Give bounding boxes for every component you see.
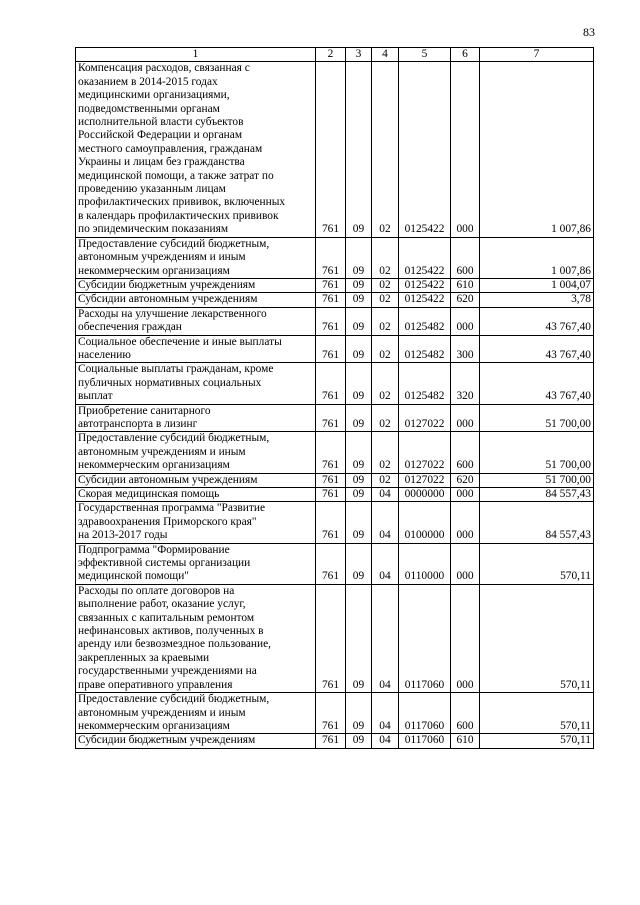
target-item-cell-text: 0127022 — [404, 417, 445, 430]
section-cell — [346, 307, 372, 335]
subsection-cell-text: 02 — [379, 390, 391, 403]
subsection-cell — [372, 335, 399, 363]
target-item-cell-text: 0117060 — [404, 719, 445, 732]
target-item-cell — [399, 693, 451, 734]
table-row — [76, 237, 594, 278]
ministry-code-cell-text: 761 — [321, 678, 340, 691]
amount-cell-text: 84 557,43 — [545, 529, 591, 542]
section-cell-text: 09 — [352, 459, 365, 472]
column-header: 6 — [451, 48, 480, 62]
row-name-cell-text: Социальные выплаты гражданам, кроме публичных нормативных социальных выплат — [78, 363, 274, 403]
ministry-code-cell — [316, 278, 346, 292]
ministry-code-cell-text: 761 — [321, 390, 340, 403]
ministry-code-cell-text: 761 — [321, 321, 340, 334]
table-row — [76, 543, 594, 584]
table-row — [76, 693, 594, 734]
expense-type-cell — [451, 278, 480, 292]
subsection-cell — [372, 404, 399, 432]
ministry-code-cell-text: 761 — [321, 473, 340, 486]
amount-cell-text: 43 767,40 — [545, 348, 591, 361]
amount-cell-text: 51 700,00 — [545, 417, 591, 430]
expense-type-cell — [451, 363, 480, 404]
ministry-code-cell-text: 761 — [321, 529, 340, 542]
ministry-code-cell — [316, 335, 346, 363]
ministry-code-cell — [316, 734, 346, 748]
row-name-cell-text: Компенсация расходов, связанная с оказанием в 2014-2015 годах медицинскими организациями, подведомственными органам исполнительной власти субъектов Российской Федерации и органам местного самоуправления, гражданам Украины и лицам без гражданства медицинской помощи, а также затрат по проведению указанным лицам профилактических прививок, включенных в календарь профилактических прививок по эпидемическим показаниям — [78, 62, 286, 236]
section-cell — [346, 237, 372, 278]
table-row — [76, 335, 594, 363]
row-name-cell-text: Подпрограмма "Формирование эффективной системы организации медицинской помощи" — [78, 543, 251, 583]
expense-type-cell-text: 610 — [456, 278, 474, 291]
subsection-cell-text: 04 — [379, 570, 391, 583]
amount-cell — [480, 278, 594, 292]
section-cell — [346, 488, 372, 502]
row-name-cell-text: Приобретение санитарного автотранспорта в лизинг — [78, 404, 211, 430]
ministry-code-cell — [316, 693, 346, 734]
table-row — [76, 734, 594, 748]
row-name-cell — [76, 693, 316, 734]
row-name-cell-text: Расходы по оплате договоров на выполнение работ, оказание услуг, связанных с капитальным ремонтом нефинансовых активов, полученных в аренду или безвозмездное пользование, закрепленных за краевыми государственными учреждениями на праве оперативного управления — [78, 584, 271, 691]
section-cell-text: 09 — [352, 223, 365, 236]
target-item-cell — [399, 734, 451, 748]
expense-type-cell-text: 000 — [456, 321, 474, 334]
section-cell — [346, 693, 372, 734]
amount-cell — [480, 335, 594, 363]
section-cell-text: 09 — [352, 529, 365, 542]
amount-cell-text: 570,11 — [560, 719, 591, 732]
target-item-cell — [399, 404, 451, 432]
row-name-cell — [76, 335, 316, 363]
section-cell-text: 09 — [352, 348, 365, 361]
section-cell-text: 09 — [352, 278, 365, 291]
table-row — [76, 278, 594, 292]
subsection-cell-text: 04 — [379, 529, 391, 542]
expense-type-cell-text: 000 — [456, 678, 474, 691]
subsection-cell — [372, 543, 399, 584]
target-item-cell-text: 0117060 — [404, 678, 445, 691]
column-header: 1 — [76, 48, 316, 62]
section-cell-text: 09 — [352, 321, 365, 334]
amount-cell — [480, 237, 594, 278]
row-name-cell — [76, 404, 316, 432]
ministry-code-cell-text: 761 — [321, 570, 340, 583]
target-item-cell-text: 0110000 — [404, 570, 445, 583]
row-name-cell-text: Субсидии автономным учреждениям — [78, 473, 258, 486]
row-name-cell-text: Расходы на улучшение лекарственного обеспечения граждан — [78, 307, 267, 334]
row-name-cell-text: Субсидии бюджетным учреждениям — [78, 278, 256, 291]
amount-cell — [480, 432, 594, 473]
target-item-cell-text: 0125422 — [404, 223, 445, 236]
ministry-code-cell — [316, 584, 346, 692]
expense-type-cell-text: 600 — [456, 719, 474, 732]
table-header-row — [76, 48, 594, 62]
section-cell — [346, 584, 372, 692]
amount-cell-text: 43 767,40 — [545, 321, 591, 334]
amount-cell — [480, 363, 594, 404]
subsection-cell-text: 04 — [379, 678, 391, 691]
column-header: 5 — [399, 48, 451, 62]
target-item-cell — [399, 543, 451, 584]
row-name-cell — [76, 293, 316, 307]
expense-type-cell — [451, 237, 480, 278]
section-cell — [346, 404, 372, 432]
table-row — [76, 502, 594, 543]
page-number: 83 — [583, 25, 595, 39]
expense-type-cell — [451, 335, 480, 363]
target-item-cell — [399, 488, 451, 502]
amount-cell-text: 51 700,00 — [545, 459, 591, 472]
table-row — [76, 584, 594, 692]
column-header: 4 — [372, 48, 399, 62]
row-name-cell — [76, 363, 316, 404]
section-cell-text: 09 — [352, 473, 365, 486]
section-cell-text: 09 — [352, 734, 365, 747]
target-item-cell-text: 0125482 — [404, 390, 445, 403]
subsection-cell — [372, 432, 399, 473]
expense-type-cell-text: 600 — [456, 264, 474, 277]
ministry-code-cell — [316, 473, 346, 487]
table-row — [76, 307, 594, 335]
subsection-cell-text: 04 — [379, 734, 391, 747]
section-cell — [346, 278, 372, 292]
expense-type-cell-text: 620 — [456, 293, 474, 306]
amount-cell — [480, 584, 594, 692]
ministry-code-cell — [316, 62, 346, 237]
target-item-cell-text: 0117060 — [404, 734, 445, 747]
row-name-cell — [76, 278, 316, 292]
amount-cell — [480, 502, 594, 543]
expense-type-cell — [451, 404, 480, 432]
target-item-cell — [399, 278, 451, 292]
subsection-cell — [372, 307, 399, 335]
ministry-code-cell-text: 761 — [321, 734, 340, 747]
budget-table — [75, 47, 594, 749]
target-item-cell-text: 0125422 — [404, 293, 445, 306]
target-item-cell — [399, 584, 451, 692]
expense-type-cell-text: 000 — [456, 570, 474, 583]
expense-type-cell — [451, 693, 480, 734]
expense-type-cell — [451, 502, 480, 543]
subsection-cell — [372, 293, 399, 307]
subsection-cell-text: 02 — [379, 417, 391, 430]
expense-type-cell-text: 000 — [456, 529, 474, 542]
row-name-cell — [76, 432, 316, 473]
expense-type-cell — [451, 543, 480, 584]
expense-type-cell-text: 320 — [456, 390, 474, 403]
expense-type-cell-text: 620 — [456, 473, 474, 486]
target-item-cell — [399, 335, 451, 363]
target-item-cell-text: 0127022 — [404, 459, 445, 472]
subsection-cell — [372, 363, 399, 404]
amount-cell-text: 51 700,00 — [545, 473, 591, 486]
amount-cell — [480, 62, 594, 237]
section-cell-text: 09 — [352, 719, 365, 732]
subsection-cell-text: 02 — [379, 223, 391, 236]
target-item-cell — [399, 62, 451, 237]
ministry-code-cell — [316, 488, 346, 502]
section-cell — [346, 363, 372, 404]
subsection-cell — [372, 278, 399, 292]
expense-type-cell-text: 000 — [456, 417, 474, 430]
expense-type-cell-text: 300 — [456, 348, 474, 361]
ministry-code-cell — [316, 432, 346, 473]
expense-type-cell — [451, 473, 480, 487]
expense-type-cell — [451, 293, 480, 307]
target-item-cell — [399, 473, 451, 487]
section-cell — [346, 62, 372, 237]
target-item-cell-text: 0125422 — [404, 278, 445, 291]
section-cell — [346, 473, 372, 487]
target-item-cell — [399, 307, 451, 335]
section-cell-text: 09 — [352, 264, 365, 277]
ministry-code-cell — [316, 237, 346, 278]
ministry-code-cell — [316, 502, 346, 543]
ministry-code-cell-text: 761 — [321, 278, 340, 291]
subsection-cell — [372, 693, 399, 734]
amount-cell — [480, 543, 594, 584]
target-item-cell — [399, 363, 451, 404]
amount-cell — [480, 693, 594, 734]
ministry-code-cell-text: 761 — [321, 293, 340, 306]
expense-type-cell-text: 000 — [456, 223, 474, 236]
row-name-cell — [76, 543, 316, 584]
section-cell — [346, 734, 372, 748]
expense-type-cell — [451, 432, 480, 473]
subsection-cell-text: 04 — [379, 719, 391, 732]
amount-cell — [480, 293, 594, 307]
target-item-cell-text: 0000000 — [404, 488, 445, 500]
row-name-cell-text: Субсидии бюджетным учреждениям — [78, 734, 256, 747]
section-cell-text: 09 — [352, 417, 365, 430]
table-row — [76, 432, 594, 473]
expense-type-cell-text: 610 — [456, 734, 474, 747]
subsection-cell — [372, 62, 399, 237]
section-cell — [346, 502, 372, 543]
amount-cell — [480, 473, 594, 487]
section-cell — [346, 293, 372, 307]
amount-cell — [480, 488, 594, 502]
row-name-cell-text: Субсидии автономным учреждениям — [78, 293, 258, 306]
section-cell-text: 09 — [352, 390, 365, 403]
row-name-cell — [76, 502, 316, 543]
table-row — [76, 473, 594, 487]
table-row — [76, 363, 594, 404]
row-name-cell — [76, 473, 316, 487]
target-item-cell-text: 0125482 — [404, 348, 445, 361]
subsection-cell — [372, 473, 399, 487]
column-header: 2 — [316, 48, 346, 62]
ministry-code-cell-text: 761 — [321, 719, 340, 732]
subsection-cell — [372, 584, 399, 692]
subsection-cell-text: 02 — [379, 278, 391, 291]
expense-type-cell — [451, 62, 480, 237]
amount-cell — [480, 404, 594, 432]
subsection-cell — [372, 488, 399, 502]
target-item-cell-text: 0127022 — [404, 473, 445, 486]
expense-type-cell — [451, 584, 480, 692]
target-item-cell — [399, 237, 451, 278]
subsection-cell-text: 02 — [379, 321, 391, 334]
subsection-cell — [372, 502, 399, 543]
target-item-cell — [399, 432, 451, 473]
ministry-code-cell — [316, 543, 346, 584]
subsection-cell — [372, 237, 399, 278]
ministry-code-cell-text: 761 — [321, 417, 340, 430]
table-row — [76, 62, 594, 237]
ministry-code-cell-text: 761 — [321, 264, 340, 277]
expense-type-cell-text: 600 — [456, 459, 474, 472]
target-item-cell-text: 0125482 — [404, 321, 445, 334]
amount-cell-text: 1 004,07 — [551, 278, 591, 291]
amount-cell — [480, 307, 594, 335]
expense-type-cell — [451, 488, 480, 502]
subsection-cell-text: 02 — [379, 348, 391, 361]
row-name-cell — [76, 734, 316, 748]
subsection-cell-text: 04 — [379, 488, 391, 500]
amount-cell — [480, 734, 594, 748]
subsection-cell — [372, 734, 399, 748]
target-item-cell-text: 0100000 — [404, 529, 445, 542]
ministry-code-cell — [316, 363, 346, 404]
column-header: 7 — [480, 48, 594, 62]
row-name-cell-text: Предоставление субсидий бюджетным, автономным учреждениям и иным некоммерческим организациям — [78, 432, 270, 472]
row-name-cell-text: Предоставление субсидий бюджетным, автономным учреждениям и иным некоммерческим организациям — [78, 693, 270, 732]
amount-cell-text: 570,11 — [560, 678, 591, 691]
ministry-code-cell-text: 761 — [321, 348, 340, 361]
section-cell — [346, 543, 372, 584]
row-name-cell — [76, 307, 316, 335]
section-cell — [346, 432, 372, 473]
section-cell-text: 09 — [352, 570, 365, 583]
column-header: 3 — [346, 48, 372, 62]
amount-cell-text: 84 557,43 — [545, 488, 591, 500]
target-item-cell — [399, 293, 451, 307]
amount-cell-text: 43 767,40 — [545, 390, 591, 403]
amount-cell-text: 3,78 — [571, 293, 591, 306]
row-name-cell-text: Предоставление субсидий бюджетным, автономным учреждениям и иным некоммерческим организациям — [78, 237, 270, 277]
subsection-cell-text: 02 — [379, 264, 391, 277]
row-name-cell — [76, 62, 316, 237]
ministry-code-cell-text: 761 — [321, 459, 340, 472]
target-item-cell-text: 0125422 — [404, 264, 445, 277]
ministry-code-cell — [316, 404, 346, 432]
row-name-cell-text: Социальное обеспечение и иные выплаты населению — [78, 335, 282, 361]
section-cell — [346, 335, 372, 363]
expense-type-cell-text: 000 — [456, 488, 474, 500]
table-row — [76, 404, 594, 432]
ministry-code-cell — [316, 293, 346, 307]
target-item-cell — [399, 502, 451, 543]
amount-cell-text: 1 007,86 — [551, 223, 591, 236]
row-name-cell-text: Скорая медицинская помощь — [78, 488, 220, 500]
section-cell-text: 09 — [352, 293, 365, 306]
subsection-cell-text: 02 — [379, 459, 391, 472]
amount-cell-text: 570,11 — [560, 734, 591, 747]
table-row — [76, 293, 594, 307]
amount-cell-text: 1 007,86 — [551, 264, 591, 277]
amount-cell-text: 570,11 — [560, 570, 591, 583]
section-cell-text: 09 — [352, 678, 365, 691]
expense-type-cell — [451, 307, 480, 335]
section-cell-text: 09 — [352, 488, 365, 500]
subsection-cell-text: 02 — [379, 473, 391, 486]
row-name-cell — [76, 584, 316, 692]
subsection-cell-text: 02 — [379, 293, 391, 306]
row-name-cell — [76, 237, 316, 278]
row-name-cell-text: Государственная программа "Развитие здравоохранения Приморского края" на 2013-2017 годы — [78, 502, 266, 542]
expense-type-cell — [451, 734, 480, 748]
ministry-code-cell — [316, 307, 346, 335]
table-row — [76, 488, 594, 502]
ministry-code-cell-text: 761 — [321, 488, 340, 500]
row-name-cell — [76, 488, 316, 502]
ministry-code-cell-text: 761 — [321, 223, 340, 236]
